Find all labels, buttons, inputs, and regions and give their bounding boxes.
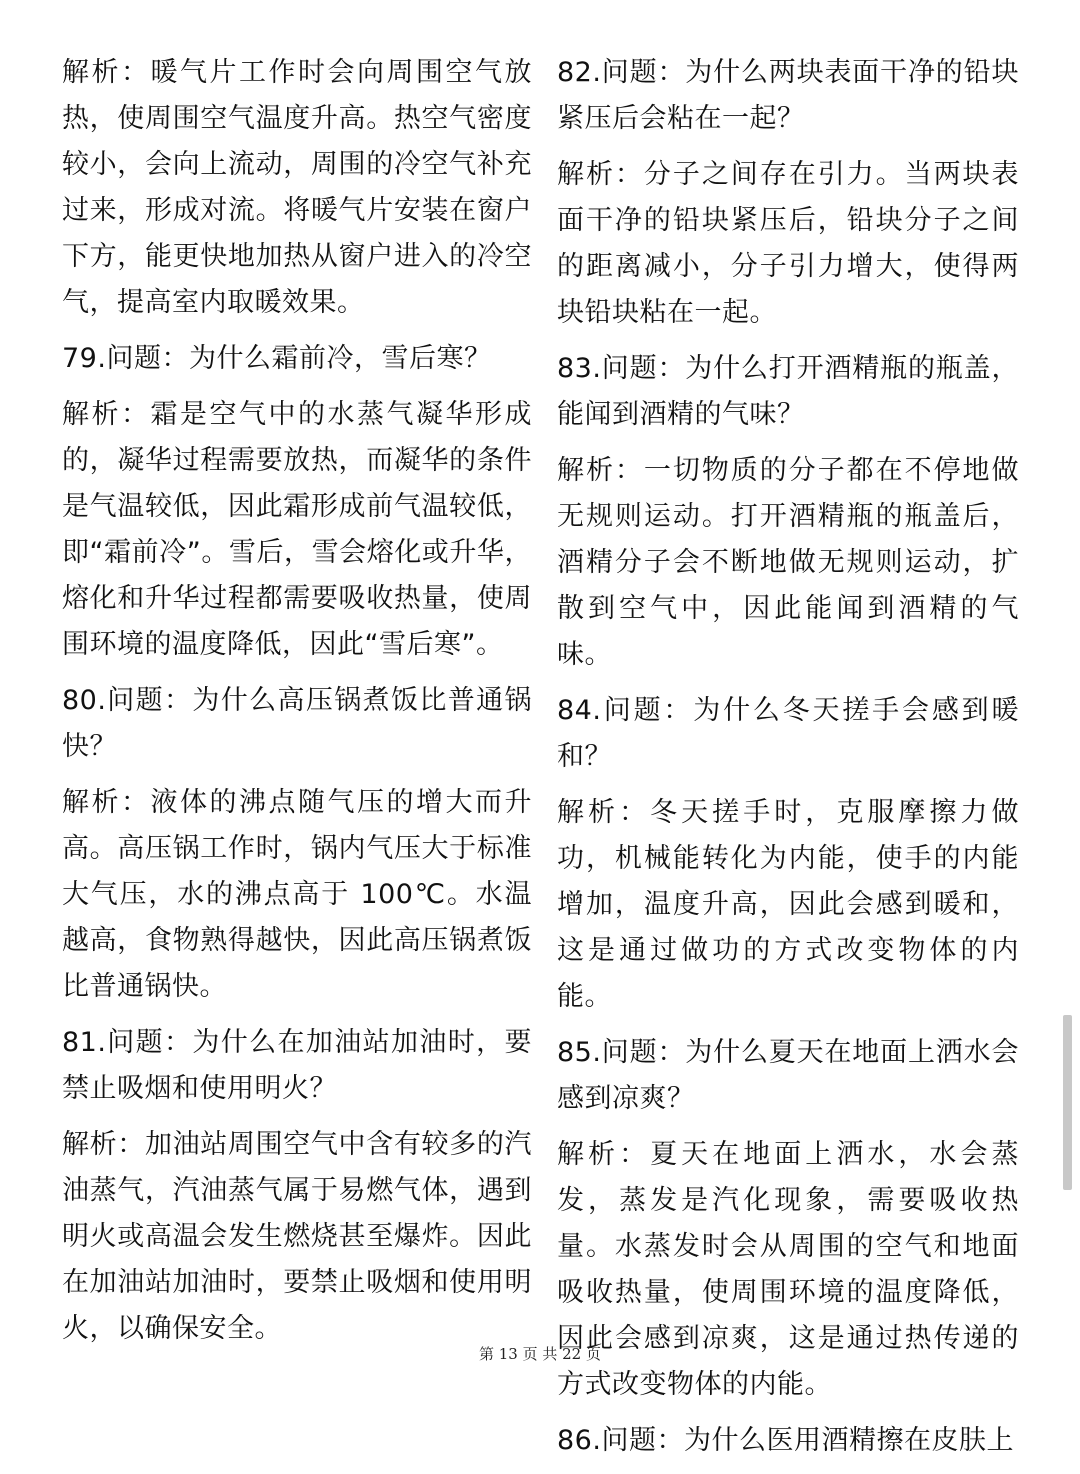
- question-81: 81.问题：为什么在加油站加油时，要禁止吸烟和使用明火？: [62, 1027, 532, 1104]
- left-column: [62, 50, 532, 1362]
- answer-paragraph-84: 解析：冬天搓手时，克服摩擦力做功，机械能转化为内能，使手的内能增加，温度升高，因此会感到暖和，这是通过做功的方式改变物体的内能。: [557, 797, 1019, 1012]
- question-85: 85.问题：为什么夏天在地面上洒水会感到凉爽？: [557, 1037, 1019, 1114]
- answer-paragraph-81: 解析：加油站周围空气中含有较多的汽油蒸气，汽油蒸气属于易燃气体，遇到明火或高温会发生燃烧甚至爆炸。因此在加油站加油时，要禁止吸烟和使用明火，以确保安全。: [62, 1129, 532, 1344]
- question-83: 83.问题：为什么打开酒精瓶的瓶盖，能闻到酒精的气味？: [557, 353, 1019, 430]
- answer-paragraph-79: 解析：霜是空气中的水蒸气凝华形成的，凝华过程需要放热，而凝华的条件是气温较低，因此霜形成前气温较低，即“霜前冷”。雪后，雪会熔化或升华，熔化和升华过程都需要吸收热量，使周围环境的温度降低，因此“雪后寒”。: [62, 399, 532, 660]
- right-column: [557, 50, 1019, 1474]
- question-79: 79.问题：为什么霜前冷，雪后寒？: [62, 343, 492, 374]
- question-84: 84.问题：为什么冬天搓手会感到暖和？: [557, 695, 1019, 772]
- answer-paragraph-85: 解析：夏天在地面上洒水，水会蒸发，蒸发是汽化现象，需要吸收热量。水蒸发时会从周围的空气和地面吸收热量，使周围环境的温度降低，因此会感到凉爽，这是通过热传递的方式改变物体的内能。: [557, 1139, 1019, 1400]
- answer-paragraph-78: 解析：暖气片工作时会向周围空气放热，使周围空气温度升高。热空气密度较小，会向上流动，周围的冷空气补充过来，形成对流。将暖气片安装在窗户下方，能更快地加热从窗户进入的冷空气，提高室内取暖效果。: [62, 57, 532, 318]
- question-86: 86.问题：为什么医用酒精擦在皮肤上: [557, 1425, 1014, 1456]
- scrollbar[interactable]: [1063, 1015, 1072, 1190]
- page-footer: 第 13 页 共 22 页: [478, 1345, 601, 1363]
- question-82: 82.问题：为什么两块表面干净的铅块紧压后会粘在一起？: [557, 57, 1019, 134]
- answer-paragraph-83: 解析：一切物质的分子都在不停地做无规则运动。打开酒精瓶的瓶盖后，酒精分子会不断地做无规则运动，扩散到空气中，因此能闻到酒精的气味。: [557, 455, 1019, 670]
- question-80: 80.问题：为什么高压锅煮饭比普通锅快？: [62, 685, 532, 762]
- answer-paragraph-80: 解析：液体的沸点随气压的增大而升高。高压锅工作时，锅内气压大于标准大气压，水的沸点高于 100℃。水温越高，食物熟得越快，因此高压锅煮饭比普通锅快。: [62, 787, 532, 1002]
- answer-paragraph-82: 解析：分子之间存在引力。当两块表面干净的铅块紧压后，铅块分子之间的距离减小，分子引力增大，使得两块铅块粘在一起。: [557, 159, 1019, 328]
